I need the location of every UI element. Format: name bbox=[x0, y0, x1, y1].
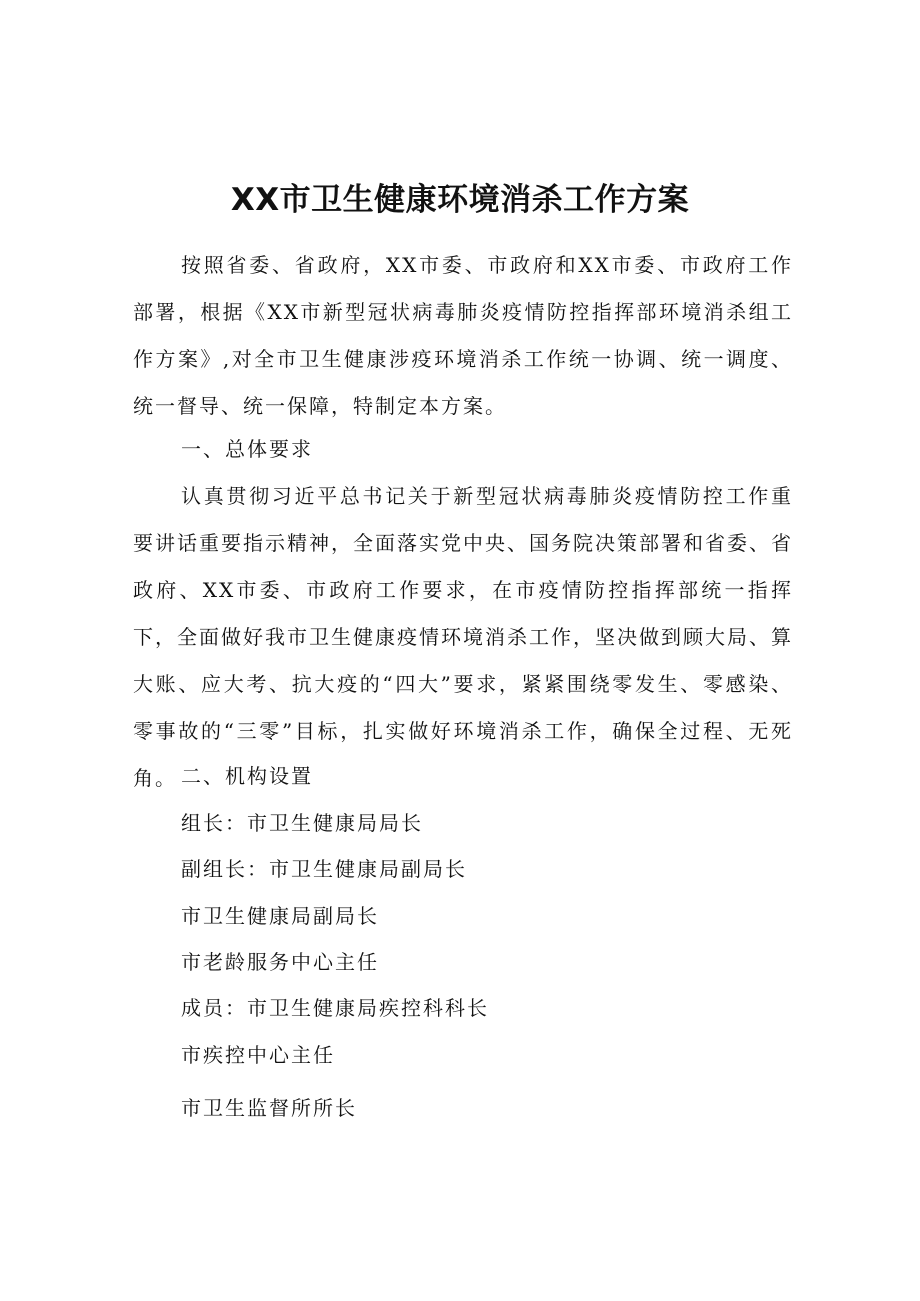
member-line-members-cdc-section: 成员：市卫生健康局疾控科科长 bbox=[181, 996, 489, 1020]
section-2-heading: 二、机构设置 bbox=[181, 764, 313, 788]
section-1-heading: 一、总体要求 bbox=[181, 437, 313, 461]
section-1-paragraph: 认真贯彻习近平总书记关于新型冠状病毒肺炎疫情防控工作重要讲话重要指示精神，全面落实党中央、国务院决策部署和省委、省政府、XX市委、市政府工作要求，在市疫情防控指挥部统一指挥下，全面做好我市卫生健康疫情环境消杀工作，坚决做到顾大局、算大账、应大考、抗大疫的“四大”要求，紧紧围绕零发生、零感染、零事故的“三零”目标，扎实做好环境消杀工作，确保全过程、无死角。 bbox=[133, 484, 793, 790]
member-line-deputy-leader: 副组长：市卫生健康局副局长 bbox=[181, 857, 467, 881]
intro-paragraph: 按照省委、省政府，XX市委、市政府和XX市委、市政府工作部署，根据《XX市新型冠状病毒肺炎疫情防控指挥部环境消杀组工作方案》,对全市卫生健康涉疫环境消杀工作统一协调、统一调度、统一督导、统一保障，特制定本方案。 bbox=[133, 253, 793, 418]
member-line-cdc-director: 市疾控中心主任 bbox=[181, 1043, 335, 1067]
member-line-health-supervision-director: 市卫生监督所所长 bbox=[181, 1096, 357, 1120]
member-line-deputy-director: 市卫生健康局副局长 bbox=[181, 904, 379, 928]
member-line-group-leader: 组长：市卫生健康局局长 bbox=[181, 811, 423, 835]
member-line-elderly-service-director: 市老龄服务中心主任 bbox=[181, 950, 379, 974]
document-title: XX市卫生健康环境消杀工作方案 bbox=[230, 182, 690, 218]
